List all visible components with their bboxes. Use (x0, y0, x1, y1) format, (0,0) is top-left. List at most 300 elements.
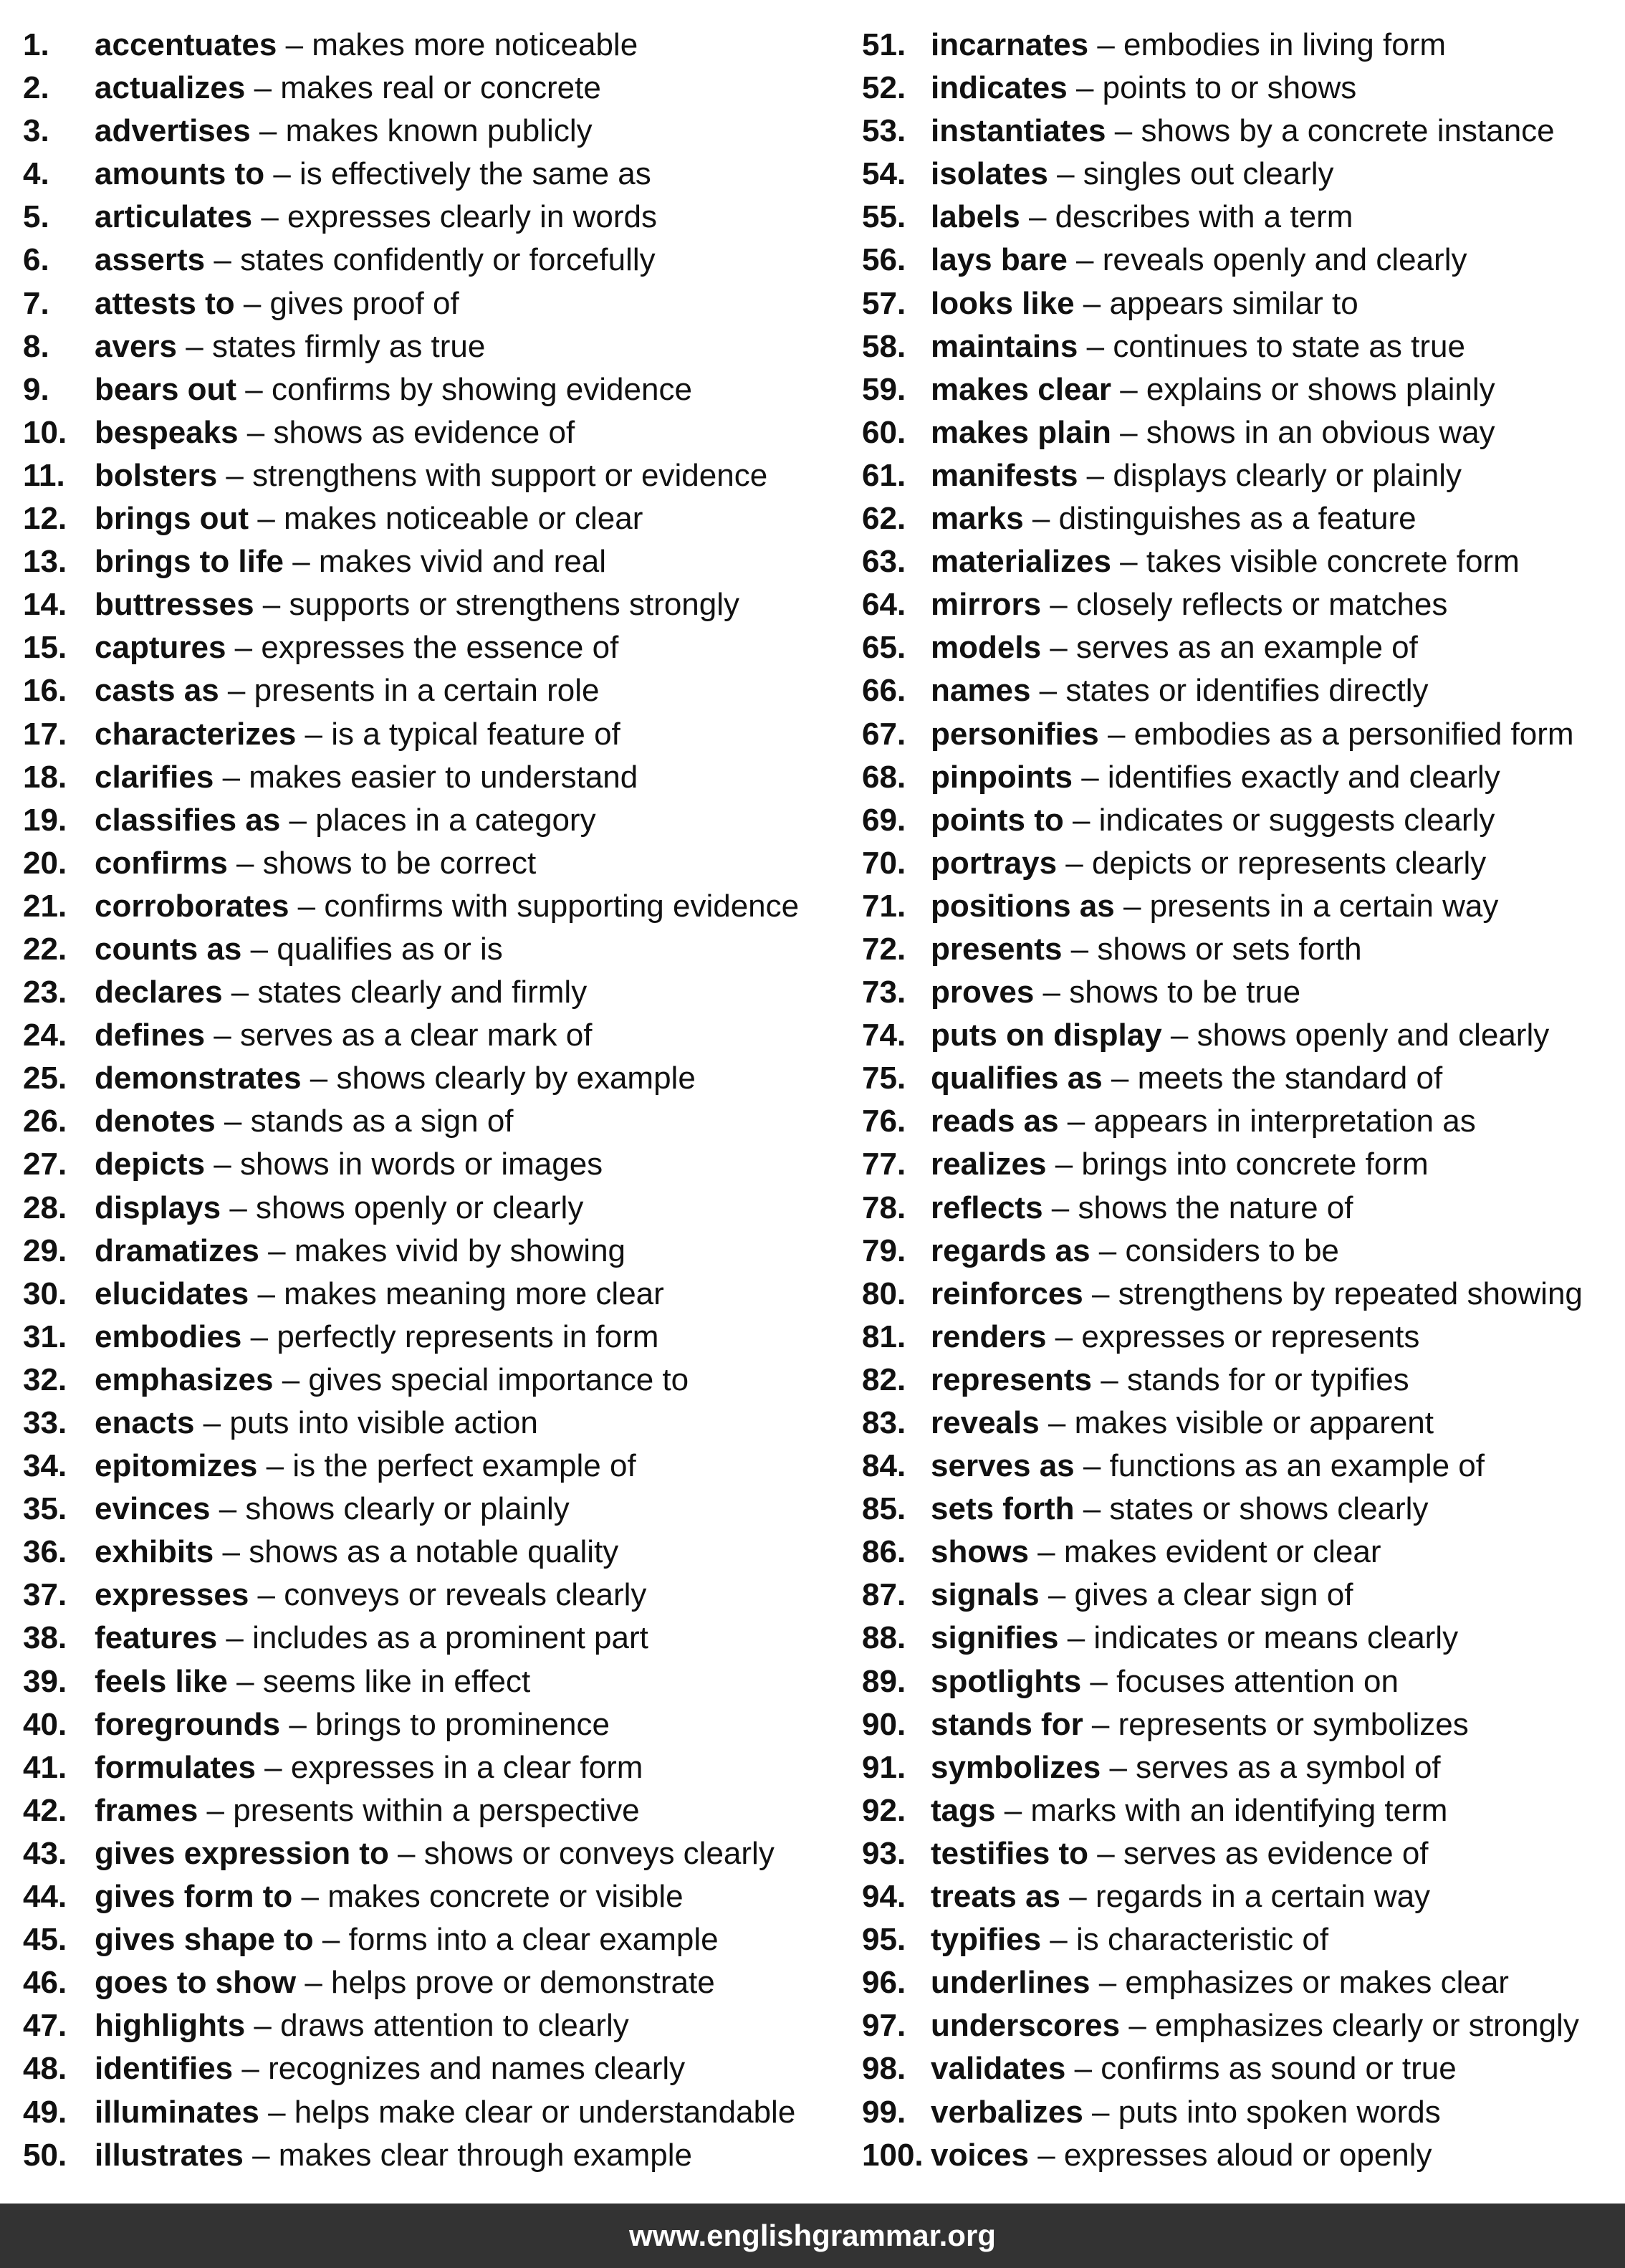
item-body (95, 842, 536, 885)
item-separator: – (227, 845, 263, 881)
item-body (95, 928, 503, 971)
item-term: points to (931, 802, 1064, 838)
item-term: underscores (931, 2008, 1121, 2044)
item-term: corroborates (95, 888, 289, 924)
item-term: validates (931, 2051, 1066, 2087)
item-body (931, 669, 1429, 712)
item-definition: presents within a perspective (233, 1792, 640, 1828)
item-separator: – (1067, 70, 1103, 106)
item-term: tags (931, 1792, 996, 1828)
item-term: formulates (95, 1749, 256, 1785)
item-definition: takes visible concrete form (1146, 544, 1520, 580)
item-definition: regards in a certain way (1095, 1879, 1431, 1915)
item-separator: – (1060, 1879, 1096, 1915)
item-body (931, 1660, 1399, 1703)
item-term: signals (931, 1577, 1040, 1613)
item-separator: – (1074, 1448, 1110, 1484)
item-separator: – (226, 630, 262, 666)
item-body (95, 626, 618, 669)
item-term: treats as (931, 1879, 1061, 1915)
item-term: epitomizes (95, 1448, 258, 1484)
item-separator: – (205, 1147, 240, 1182)
item-separator: – (289, 888, 325, 924)
item-body (95, 239, 656, 282)
item-separator: – (1120, 2008, 1156, 2044)
item-term: expresses (95, 1577, 249, 1613)
item-body (95, 1100, 514, 1143)
item-term: maintains (931, 328, 1078, 364)
item-body (931, 368, 1495, 411)
item-term: highlights (95, 2008, 246, 2044)
item-term: testifies to (931, 1835, 1089, 1871)
item-body (931, 1316, 1419, 1359)
item-term: confirms (95, 845, 228, 881)
item-body (95, 24, 638, 67)
item-body (95, 1057, 696, 1100)
item-body (95, 1187, 583, 1230)
item-term: personifies (931, 716, 1099, 752)
item-body (95, 196, 657, 239)
item-definition: indicates or means clearly (1093, 1620, 1459, 1656)
item-separator: – (241, 931, 277, 967)
item-definition: states confidently or forcefully (240, 242, 656, 278)
item-body (95, 282, 459, 325)
item-definition: expresses clearly in words (287, 199, 657, 235)
item-term: characterizes (95, 716, 297, 752)
item-separator: – (217, 457, 253, 493)
item-term: underlines (931, 1965, 1090, 2001)
item-definition: depicts or represents clearly (1092, 845, 1487, 881)
item-body (931, 1488, 1428, 1531)
item-body (931, 1789, 1447, 1832)
item-definition: stands for or typifies (1126, 1362, 1409, 1397)
item-definition: states firmly as true (211, 328, 486, 364)
item-separator: – (1088, 1835, 1123, 1871)
item-separator: – (1092, 1362, 1127, 1397)
item-separator: – (252, 199, 288, 235)
item-term: stands for (931, 1706, 1083, 1742)
item-separator: – (277, 27, 312, 62)
item-term: brings to life (95, 544, 284, 580)
item-term: bolsters (95, 457, 218, 493)
footer-bar (0, 2204, 1625, 2268)
item-separator: – (1028, 2137, 1064, 2173)
item-term: qualifies as (931, 1061, 1103, 1096)
item-term: defines (95, 1018, 206, 1053)
item-body (95, 1961, 715, 2004)
item-body (931, 196, 1353, 239)
item-separator: – (296, 716, 332, 752)
item-separator: – (1046, 1147, 1082, 1182)
item-definition: focuses attention on (1116, 1663, 1399, 1699)
item-separator: – (1046, 1319, 1082, 1354)
item-body (931, 1143, 1429, 1186)
item-separator: – (198, 1792, 234, 1828)
item-separator: – (1041, 630, 1076, 666)
item-term: isolates (931, 156, 1048, 192)
item-term: proves (931, 975, 1035, 1010)
item-body (95, 1230, 625, 1273)
item-body (931, 1703, 1469, 1746)
item-definition: states or shows clearly (1109, 1491, 1429, 1527)
item-term: labels (931, 199, 1020, 235)
item-separator: – (234, 285, 270, 321)
item-separator: – (1030, 673, 1066, 709)
item-definition: forms into a clear example (348, 1922, 719, 1958)
item-body (95, 1703, 610, 1746)
item-term: elucidates (95, 1276, 249, 1311)
item-separator: – (217, 1620, 253, 1656)
item-separator: – (255, 1749, 291, 1785)
item-body (95, 1316, 658, 1359)
item-body (931, 1617, 1458, 1660)
item-definition: marks with an identifying term (1030, 1792, 1448, 1828)
item-body (931, 885, 1498, 928)
item-term: identifies (95, 2051, 234, 2087)
item-body (931, 626, 1418, 669)
item-definition: shows the nature of (1078, 1190, 1353, 1225)
item-term: articulates (95, 199, 253, 235)
item-definition: expresses the essence of (261, 630, 619, 666)
item-separator: – (1106, 113, 1141, 149)
item-definition: shows to be true (1069, 975, 1301, 1010)
item-separator: – (194, 1405, 230, 1440)
item-body (95, 1143, 603, 1186)
item-definition: shows clearly or plainly (245, 1491, 570, 1527)
item-definition: states clearly and firmly (257, 975, 588, 1010)
item-definition: gives a clear sign of (1074, 1577, 1353, 1613)
item-term: declares (95, 975, 223, 1010)
item-body (95, 540, 606, 583)
item-body (931, 540, 1520, 583)
item-separator: – (1090, 1233, 1126, 1268)
item-body (95, 153, 651, 196)
item-separator: – (1039, 1577, 1075, 1613)
item-definition: shows to be correct (262, 845, 537, 881)
item-term: shows (931, 1534, 1029, 1570)
item-definition: emphasizes or makes clear (1125, 1965, 1509, 2001)
item-separator: – (1101, 1749, 1136, 1785)
item-term: portrays (931, 845, 1058, 881)
item-body (95, 411, 575, 454)
item-body (95, 1617, 648, 1660)
item-body (95, 1014, 592, 1057)
item-separator: – (1111, 544, 1146, 580)
item-term: exhibits (95, 1534, 214, 1570)
item-term: depicts (95, 1147, 206, 1182)
item-term: serves as (931, 1448, 1075, 1484)
item-separator: – (257, 1448, 293, 1484)
item-separator: – (313, 1922, 349, 1958)
item-definition: supports or strengthens strongly (289, 587, 740, 623)
item-definition: is characteristic of (1075, 1922, 1329, 1958)
item-definition: shows or sets forth (1097, 931, 1362, 967)
item-term: gives expression to (95, 1835, 389, 1871)
item-definition: makes easier to understand (249, 759, 638, 795)
item-separator: – (1072, 759, 1108, 795)
item-term: goes to show (95, 1965, 297, 2001)
item-separator: – (1048, 156, 1083, 192)
item-separator: – (205, 242, 241, 278)
item-term: lays bare (931, 242, 1068, 278)
item-body (95, 1359, 689, 1402)
item-definition: helps make clear or understandable (294, 2094, 796, 2130)
item-body (931, 1961, 1509, 2004)
item-separator: – (1041, 1922, 1076, 1958)
item-definition: closely reflects or matches (1076, 587, 1448, 623)
item-definition: embodies as a personified form (1133, 716, 1574, 752)
item-term: gives form to (95, 1879, 293, 1915)
item-separator: – (219, 673, 254, 709)
item-definition: indicates or suggests clearly (1098, 802, 1495, 838)
item-definition: explains or shows plainly (1146, 371, 1495, 407)
item-definition: continues to state as true (1113, 328, 1465, 364)
item-definition: confirms by showing evidence (271, 371, 692, 407)
item-definition: reveals openly and clearly (1102, 242, 1467, 278)
item-term: amounts to (95, 156, 265, 192)
item-body (931, 1574, 1353, 1617)
item-separator: – (1063, 802, 1099, 838)
item-term: asserts (95, 242, 206, 278)
item-separator: – (280, 802, 316, 838)
item-definition: singles out clearly (1083, 156, 1334, 192)
item-body (931, 497, 1417, 540)
item-term: represents (931, 1362, 1093, 1397)
item-separator: – (1067, 242, 1103, 278)
item-term: foregrounds (95, 1706, 281, 1742)
item-definition: meets the standard of (1137, 1061, 1443, 1096)
item-definition: recognizes and names clearly (268, 2051, 686, 2087)
item-body (931, 153, 1334, 196)
item-term: emphasizes (95, 1362, 274, 1397)
item-definition: makes meaning more clear (284, 1276, 664, 1311)
item-body (931, 325, 1465, 368)
footer-url[interactable]: www.englishgrammar.org (629, 2219, 996, 2252)
item-body (95, 971, 587, 1014)
item-body (931, 1230, 1339, 1273)
item-separator: – (264, 156, 300, 192)
item-definition: embodies in living form (1123, 27, 1446, 62)
item-term: captures (95, 630, 226, 666)
item-term: gives shape to (95, 1922, 314, 1958)
item-definition: emphasizes clearly or strongly (1155, 2008, 1579, 2044)
item-definition: draws attention to clearly (280, 2008, 629, 2044)
item-separator: – (177, 328, 212, 364)
item-term: manifests (931, 457, 1078, 493)
item-body (95, 756, 638, 799)
item-separator: – (254, 587, 289, 623)
item-term: brings out (95, 501, 249, 537)
item-definition: makes vivid and real (318, 544, 606, 580)
item-body (95, 325, 485, 368)
item-definition: points to or shows (1102, 70, 1357, 106)
item-definition: identifies exactly and clearly (1107, 759, 1500, 795)
item-term: mirrors (931, 587, 1042, 623)
item-definition: is a typical feature of (331, 716, 620, 752)
item-separator: – (233, 2051, 269, 2087)
item-separator: – (249, 1577, 284, 1613)
item-separator: – (1102, 1061, 1138, 1096)
item-definition: qualifies as or is (277, 931, 503, 967)
item-definition: functions as an example of (1109, 1448, 1485, 1484)
item-term: incarnates (931, 27, 1089, 62)
item-body (931, 282, 1358, 325)
item-definition: includes as a prominent part (252, 1620, 648, 1656)
item-definition: shows openly and clearly (1197, 1018, 1550, 1053)
item-body (931, 454, 1462, 497)
item-term: puts on display (931, 1018, 1162, 1053)
item-separator: – (221, 1190, 257, 1225)
item-definition: shows by a concrete instance (1141, 113, 1555, 149)
item-separator: – (1028, 1534, 1064, 1570)
item-separator: – (1078, 328, 1113, 364)
item-definition: appears in interpretation as (1093, 1104, 1476, 1139)
item-term: presents (931, 931, 1063, 967)
item-body (931, 1918, 1328, 1961)
item-term: spotlights (931, 1663, 1082, 1699)
item-definition: strengthens with support or evidence (252, 457, 768, 493)
item-term: frames (95, 1792, 198, 1828)
item-definition: serves as a clear mark of (239, 1018, 593, 1053)
item-body (931, 1832, 1429, 1875)
item-body (95, 497, 643, 540)
item-term: models (931, 630, 1042, 666)
item-separator: – (296, 1965, 332, 2001)
item-separator: – (214, 1534, 249, 1570)
item-separator: – (236, 371, 272, 407)
item-term: instantiates (931, 113, 1106, 149)
item-definition: shows as evidence of (273, 414, 575, 450)
item-definition: makes more noticeable (312, 27, 638, 62)
item-definition: puts into spoken words (1118, 2094, 1441, 2130)
item-term: accentuates (95, 27, 277, 62)
item-separator: – (1074, 1491, 1110, 1527)
item-body (931, 1187, 1353, 1230)
item-body (931, 842, 1486, 885)
item-term: reads as (931, 1104, 1059, 1139)
item-definition: shows as a notable quality (249, 1534, 619, 1570)
item-body (931, 1445, 1485, 1488)
item-term: illustrates (95, 2137, 244, 2173)
item-term: pinpoints (931, 759, 1073, 795)
item-body (931, 1273, 1583, 1316)
item-body (95, 1832, 775, 1875)
item-body (931, 971, 1300, 1014)
item-separator: – (1042, 1190, 1078, 1225)
item-term: embodies (95, 1319, 242, 1354)
item-separator: – (1057, 845, 1092, 881)
item-term: regards as (931, 1233, 1090, 1268)
item-definition: distinguishes as a feature (1058, 501, 1417, 537)
item-separator: – (214, 759, 249, 795)
item-definition: expresses or represents (1081, 1319, 1420, 1354)
item-body (95, 885, 799, 928)
item-body (95, 669, 599, 712)
item-term: verbalizes (931, 2094, 1083, 2130)
item-body (931, 411, 1495, 454)
item-term: feels like (95, 1663, 228, 1699)
item-term: illuminates (95, 2094, 259, 2130)
item-term: displays (95, 1190, 221, 1225)
item-separator: – (245, 2008, 281, 2044)
item-body (95, 1402, 538, 1445)
item-separator: – (1098, 716, 1134, 752)
item-separator: – (259, 2094, 294, 2130)
item-separator: – (1023, 501, 1059, 537)
item-term: symbolizes (931, 1749, 1101, 1785)
item-separator: – (301, 1061, 337, 1096)
item-body (95, 1918, 719, 1961)
item-definition: perfectly represents in form (277, 1319, 659, 1354)
item-term: realizes (931, 1147, 1047, 1182)
item-separator: – (222, 975, 258, 1010)
item-separator: – (241, 1319, 277, 1354)
item-term: voices (931, 2137, 1029, 2173)
item-body (95, 799, 596, 842)
item-body (931, 1531, 1381, 1574)
item-term: denotes (95, 1104, 216, 1139)
item-body (95, 2004, 629, 2047)
item-definition: makes concrete or visible (327, 1879, 684, 1915)
item-body (931, 2004, 1579, 2047)
item-definition: shows or conveys clearly (423, 1835, 775, 1871)
item-body (931, 1875, 1430, 1918)
item-separator: – (1020, 199, 1055, 235)
item-definition: places in a category (315, 802, 596, 838)
item-term: dramatizes (95, 1233, 259, 1268)
item-definition: is the perfect example of (292, 1448, 636, 1484)
item-definition: shows in words or images (239, 1147, 603, 1182)
item-term: reveals (931, 1405, 1040, 1440)
item-definition: makes evident or clear (1063, 1534, 1381, 1570)
item-term: attests to (95, 285, 235, 321)
item-definition: makes visible or apparent (1074, 1405, 1434, 1440)
item-term: buttresses (95, 587, 254, 623)
item-definition: presents in a certain way (1149, 888, 1499, 924)
item-body (95, 713, 620, 756)
item-separator: – (1058, 1104, 1094, 1139)
item-body (931, 24, 1446, 67)
item-definition: displays clearly or plainly (1113, 457, 1462, 493)
item-definition: puts into visible action (229, 1405, 538, 1440)
item-body (931, 583, 1447, 626)
item-body (95, 2047, 685, 2090)
item-body (95, 1574, 646, 1617)
item-definition: makes noticeable or clear (284, 501, 643, 537)
item-separator: – (1114, 888, 1150, 924)
item-separator: – (1062, 931, 1098, 967)
item-definition: states or identifies directly (1065, 673, 1429, 709)
item-body (931, 67, 1356, 110)
item-body (931, 1746, 1441, 1789)
item-body (95, 1445, 636, 1488)
item-separator: – (227, 1663, 263, 1699)
item-term: looks like (931, 285, 1075, 321)
item-body (95, 1789, 640, 1832)
item-definition: gives proof of (269, 285, 459, 321)
item-body (95, 110, 593, 153)
item-term: avers (95, 328, 178, 364)
item-definition: helps prove or demonstrate (331, 1965, 715, 2001)
item-body (931, 1014, 1549, 1057)
item-separator: – (1034, 975, 1070, 1010)
item-definition: serves as a symbol of (1136, 1749, 1441, 1785)
item-term: makes plain (931, 414, 1111, 450)
item-separator: – (1078, 457, 1113, 493)
item-separator: – (1161, 1018, 1197, 1053)
item-separator: – (249, 1276, 284, 1311)
item-term: names (931, 673, 1031, 709)
